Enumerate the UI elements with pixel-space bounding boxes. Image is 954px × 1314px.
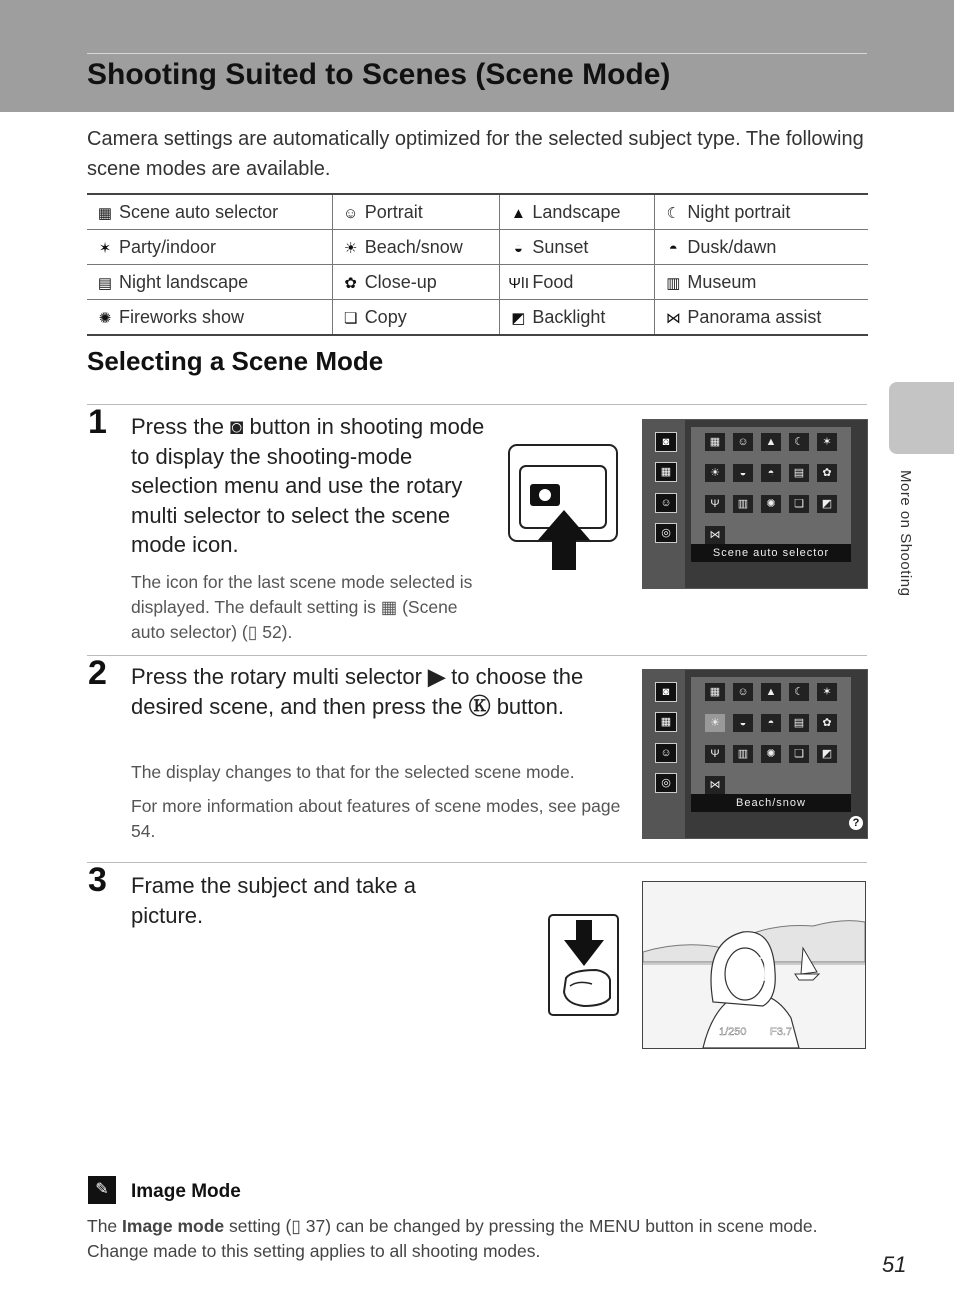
scene-grid-panel bbox=[691, 677, 851, 812]
scene-label: Backlight bbox=[532, 306, 606, 327]
scene-grid-icon: ✺ bbox=[761, 745, 781, 763]
scene-grid-icon: ☀ bbox=[705, 714, 725, 732]
step-separator bbox=[87, 655, 867, 656]
image-mode-bold: Image mode bbox=[122, 1216, 225, 1236]
scene-cell bbox=[500, 230, 655, 265]
step-2-text-b: to choose the desired scene, and then press the bbox=[131, 664, 584, 719]
camera-mode-icon: ◙ bbox=[655, 432, 677, 452]
step-1-instruction bbox=[131, 412, 491, 560]
shutter-speed-readout: 1/250 bbox=[719, 1026, 747, 1038]
scene-grid-icon: ✺ bbox=[761, 495, 781, 513]
night-landscape-icon: ▤ bbox=[97, 274, 113, 292]
step-separator bbox=[87, 862, 867, 863]
section-label: More on Shooting bbox=[897, 470, 914, 597]
image-mode-title: Image Mode bbox=[131, 1181, 241, 1202]
scene-grid-icon: ⋈ bbox=[705, 776, 725, 794]
step-2-note-1: The display changes to that for the selected scene mode. bbox=[131, 762, 575, 782]
step-2-instruction bbox=[131, 662, 611, 721]
night-portrait-icon: ☾ bbox=[666, 204, 681, 222]
page-header bbox=[0, 0, 954, 112]
fireworks-icon: ✺ bbox=[98, 309, 112, 327]
panorama-icon: ⋈ bbox=[665, 309, 681, 327]
scene-label: Scene auto selector bbox=[119, 201, 279, 222]
scene-grid-icon: ⋈ bbox=[705, 526, 725, 544]
scene-grid-icon: ▥ bbox=[733, 745, 753, 763]
scene-grid-icon: ▦ bbox=[705, 433, 725, 451]
scene-cell bbox=[332, 194, 500, 230]
right-arrow-icon: ▶ bbox=[428, 664, 446, 689]
step-2-text-a: Press the rotary multi selector bbox=[131, 664, 429, 689]
scene-grid-icon: ❏ bbox=[789, 495, 809, 513]
step-3-instruction: Frame the subject and take a picture. bbox=[131, 873, 416, 928]
scene-cell bbox=[332, 265, 500, 300]
scene-row bbox=[87, 230, 868, 265]
step-1-note: The icon for the last scene mode selected is displayed. The default setting is ▦ (Scene auto selector) (▯ 52). bbox=[131, 572, 473, 642]
scene-label: Panorama assist bbox=[687, 306, 822, 327]
scene-cell bbox=[655, 300, 868, 336]
smile-mode-icon: ☺ bbox=[655, 743, 677, 763]
scene-label: Food bbox=[532, 271, 574, 292]
smile-mode-icon: ☺ bbox=[655, 493, 677, 513]
dusk-dawn-icon: ◓ bbox=[668, 239, 678, 257]
pencil-note-icon: ✎ bbox=[88, 1176, 116, 1204]
scene-label: Museum bbox=[687, 271, 757, 292]
scene-grid-icon: ✿ bbox=[817, 714, 837, 732]
scene-grid-icon: ◓ bbox=[761, 714, 781, 732]
step-number: 1 bbox=[88, 403, 107, 441]
scene-cell bbox=[87, 230, 332, 265]
scene-label: Night portrait bbox=[687, 201, 791, 222]
scene-grid-icon: ▤ bbox=[789, 714, 809, 732]
beach-snow-icon: ☀ bbox=[343, 239, 358, 257]
scene-grid-icon: ☀ bbox=[705, 464, 725, 482]
camera-mode-icon: ◙ bbox=[655, 682, 677, 702]
aperture-readout: F3.7 bbox=[770, 1026, 793, 1038]
scene-auto-icon: ▦ bbox=[97, 204, 113, 222]
scene-cell bbox=[87, 194, 332, 230]
image-mode-text-a: The bbox=[87, 1216, 123, 1236]
scene-grid-icon: ✿ bbox=[817, 464, 837, 482]
scene-cell bbox=[655, 194, 868, 230]
scene-label: Party/indoor bbox=[119, 236, 217, 257]
scene-grid-icon: ▲ bbox=[761, 683, 781, 701]
scene-menu-screen-1 bbox=[642, 419, 868, 589]
image-mode-text-b: setting (▯ 37) can be changed by pressing the MENU button in scene mode. Change made to this setting applies to all shooting modes. bbox=[87, 1216, 818, 1261]
scene-mode-table bbox=[87, 193, 868, 336]
scene-cell bbox=[87, 265, 332, 300]
scene-grid-icon: ☾ bbox=[789, 683, 809, 701]
scene-cell bbox=[500, 265, 655, 300]
scene-label: Portrait bbox=[364, 201, 423, 222]
ok-button-icon: Ⓚ bbox=[468, 693, 491, 719]
subject-tracking-icon: ◎ bbox=[655, 523, 677, 543]
scene-grid-icon: ▥ bbox=[733, 495, 753, 513]
scene-grid-icon: ✶ bbox=[817, 433, 837, 451]
section-title: Selecting a Scene Mode bbox=[87, 346, 384, 376]
camera-preview bbox=[642, 881, 866, 1049]
scene-grid-icon: ❏ bbox=[789, 745, 809, 763]
scene-cell bbox=[332, 230, 500, 265]
party-icon: ✶ bbox=[98, 239, 112, 257]
scene-label: Fireworks show bbox=[119, 306, 245, 327]
step-1-text-b: button in shooting mode to display the shooting-mode selection menu and use the rotary multi selector to select the scene mode icon. bbox=[131, 414, 485, 557]
scene-grid-icon: ▦ bbox=[705, 683, 725, 701]
close-up-icon: ✿ bbox=[344, 274, 357, 292]
scene-label: Dusk/dawn bbox=[687, 236, 777, 257]
scene-grid-icon: ☾ bbox=[789, 433, 809, 451]
portrait-scene-illustration bbox=[643, 882, 865, 1048]
scene-row bbox=[87, 300, 868, 336]
step-2-text-c: button. bbox=[490, 693, 564, 719]
scene-grid-icon: ☺ bbox=[733, 433, 753, 451]
scene-grid-icon: ◩ bbox=[817, 495, 837, 513]
scene-cell bbox=[500, 300, 655, 336]
scene-cell bbox=[655, 230, 868, 265]
step-number: 3 bbox=[88, 861, 107, 899]
image-mode-text bbox=[87, 1214, 867, 1264]
scene-label: Copy bbox=[364, 306, 407, 327]
page-title: Shooting Suited to Scenes (Scene Mode) bbox=[87, 58, 671, 91]
scene-grid-icon: ◓ bbox=[761, 464, 781, 482]
scene-caption: Beach/snow bbox=[691, 794, 851, 812]
scene-mode-icon: ▦ bbox=[655, 712, 677, 732]
camera-button-icon: ◙ bbox=[230, 414, 244, 439]
scene-menu-screen-2 bbox=[642, 669, 868, 839]
scene-caption: Scene auto selector bbox=[691, 544, 851, 562]
step-number: 2 bbox=[88, 654, 107, 692]
scene-cell bbox=[332, 300, 500, 336]
scene-grid-icon: Ψ bbox=[705, 495, 725, 513]
scene-label: Night landscape bbox=[119, 271, 249, 292]
scene-label: Landscape bbox=[532, 201, 621, 222]
scene-row bbox=[87, 265, 868, 300]
scene-grid-icon: ▤ bbox=[789, 464, 809, 482]
help-icon: ? bbox=[849, 816, 863, 830]
scene-grid-icon: Ψ bbox=[705, 745, 725, 763]
museum-icon: ▥ bbox=[666, 274, 681, 292]
food-icon: ΨǀΙ bbox=[508, 274, 529, 292]
scene-label: Close-up bbox=[364, 271, 437, 292]
scene-cell bbox=[87, 300, 332, 336]
copy-icon: ❏ bbox=[343, 309, 358, 327]
portrait-icon: ☺ bbox=[343, 204, 359, 222]
scene-cell bbox=[655, 265, 868, 300]
backlight-icon: ◩ bbox=[511, 309, 526, 327]
step-separator bbox=[87, 404, 867, 405]
scene-label: Sunset bbox=[532, 236, 589, 257]
page-number: 51 bbox=[882, 1252, 907, 1277]
landscape-icon: ▲ bbox=[510, 204, 526, 222]
scene-grid-icon: ◒ bbox=[733, 714, 753, 732]
scene-label: Beach/snow bbox=[364, 236, 463, 257]
scene-grid-panel bbox=[691, 427, 851, 562]
subject-tracking-icon: ◎ bbox=[655, 773, 677, 793]
shooting-mode-button-icon bbox=[508, 444, 620, 572]
sunset-icon: ◒ bbox=[513, 239, 523, 257]
scene-grid-icon: ◒ bbox=[733, 464, 753, 482]
scene-grid-icon: ▲ bbox=[761, 433, 781, 451]
scene-grid-icon: ✶ bbox=[817, 683, 837, 701]
scene-grid-icon: ☺ bbox=[733, 683, 753, 701]
scene-mode-icon: ▦ bbox=[655, 462, 677, 482]
shutter-press-icon bbox=[548, 914, 620, 1018]
step-2-note-2: For more information about features of scene modes, see page 54. bbox=[131, 796, 621, 841]
scene-cell bbox=[500, 194, 655, 230]
step-1-text-a: Press the bbox=[131, 414, 231, 439]
section-tab bbox=[889, 382, 954, 454]
scene-row bbox=[87, 194, 868, 230]
scene-grid-icon: ◩ bbox=[817, 745, 837, 763]
header-rule bbox=[87, 53, 867, 54]
intro-text: Camera settings are automatically optimized for the selected subject type. The following scene modes are available. bbox=[87, 128, 864, 180]
